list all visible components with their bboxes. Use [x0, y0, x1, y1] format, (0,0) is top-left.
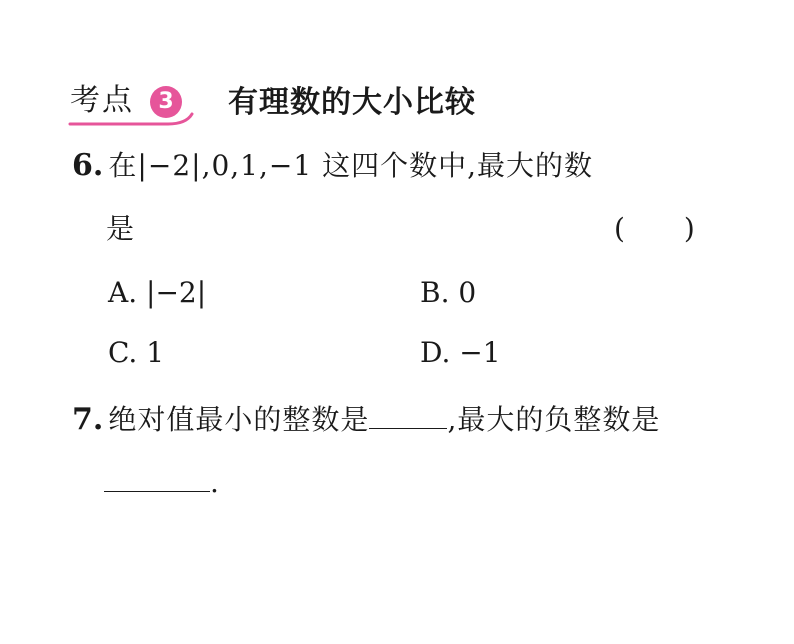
question-7-end-period: .: [210, 466, 220, 499]
option-d[interactable]: [420, 336, 501, 370]
option-c-text: 1: [146, 336, 165, 369]
option-b-text: 0: [458, 276, 477, 309]
option-b[interactable]: [420, 276, 476, 310]
question-6-answer-bracket[interactable]: ( ): [614, 212, 696, 245]
option-a-label: A.: [108, 276, 138, 309]
option-d-label: D.: [420, 336, 451, 369]
section-title: 有理数的大小比较: [228, 85, 476, 120]
question-6-line-1: [72, 148, 593, 183]
option-a[interactable]: [108, 276, 206, 310]
question-7-blank-1[interactable]: [369, 404, 447, 429]
question-7-blank-2[interactable]: [104, 467, 210, 492]
pink-swoosh-underline: [68, 112, 198, 128]
question-7-text-after: ,最大的负整数是: [447, 403, 661, 436]
question-6-number: 6.: [72, 148, 104, 183]
section-label: 考点: [70, 83, 134, 118]
question-6-text: 在|−2|,0,1,−1 这四个数中,最大的数: [108, 149, 593, 182]
question-6-line-2: 是: [106, 212, 136, 245]
option-a-text: |−2|: [146, 276, 207, 309]
section-number-badge: 3: [150, 86, 182, 118]
question-7-line-1: [72, 402, 660, 437]
question-7-line-2: [104, 466, 220, 500]
question-7-number: 7.: [72, 402, 104, 437]
option-c-label: C.: [108, 336, 138, 369]
option-c[interactable]: [108, 336, 164, 370]
question-7-text-before: 绝对值最小的整数是: [108, 403, 370, 436]
option-d-text: −1: [459, 336, 501, 369]
option-b-label: B.: [420, 276, 450, 309]
